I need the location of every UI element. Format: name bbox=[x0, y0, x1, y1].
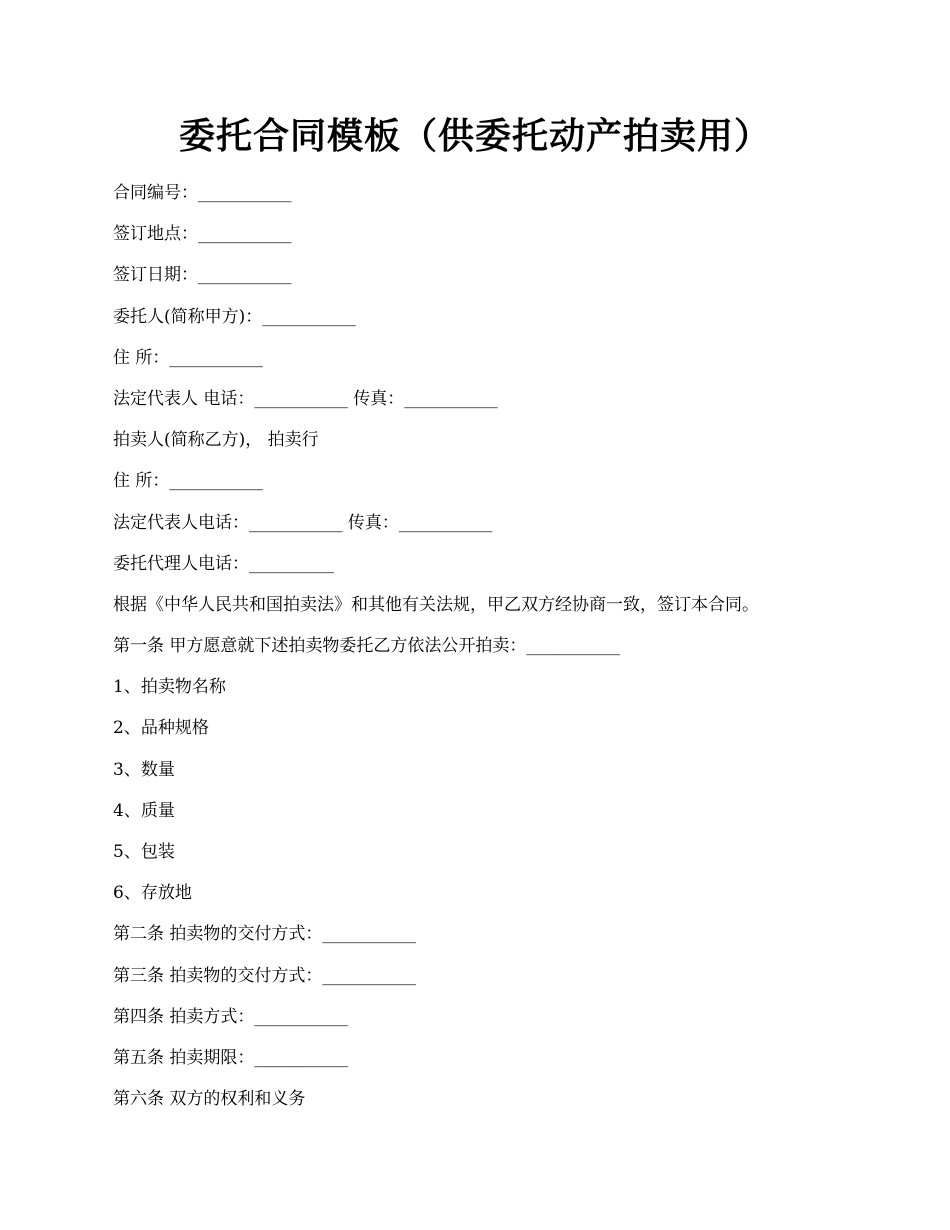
article-3-line: 第三条 拍卖物的交付方式：___________ bbox=[113, 965, 416, 986]
auctioneer-representative-line: 法定代表人电话：___________ 传真：___________ bbox=[113, 512, 493, 533]
signing-place-line: 签订地点：___________ bbox=[113, 224, 292, 245]
item-quality-line: 4、质量 bbox=[113, 800, 175, 821]
item-name-line: 1、拍卖物名称 bbox=[113, 677, 226, 698]
agent-phone-line: 委托代理人电话：__________ bbox=[113, 553, 334, 574]
item-storage-line: 6、存放地 bbox=[113, 883, 192, 904]
contract-number-line: 合同编号：___________ bbox=[113, 183, 292, 203]
document-title: 委托合同模板（供委托动产拍卖用） bbox=[178, 115, 771, 157]
principal-representative-line: 法定代表人 电话：___________ 传真：___________ bbox=[113, 388, 498, 409]
article-5-line: 第五条 拍卖期限：___________ bbox=[113, 1047, 348, 1068]
document-body bbox=[113, 176, 853, 1123]
article-2-line: 第二条 拍卖物的交付方式：___________ bbox=[113, 924, 416, 945]
principal-line: 委托人(简称甲方)：___________ bbox=[113, 306, 356, 327]
item-packaging-line: 5、包装 bbox=[113, 842, 175, 862]
article-1-line: 第一条 甲方愿意就下述拍卖物委托乙方依法公开拍卖：___________ bbox=[113, 636, 620, 657]
item-quantity-line: 3、数量 bbox=[113, 759, 175, 780]
signing-date-line: 签订日期：___________ bbox=[113, 265, 292, 286]
principal-address-line: 住 所：___________ bbox=[113, 347, 263, 368]
article-4-line: 第四条 拍卖方式：___________ bbox=[113, 1006, 348, 1027]
preamble-line: 根据《中华人民共和国拍卖法》和其他有关法规，甲乙双方经协商一致，签订本合同。 bbox=[113, 594, 759, 615]
article-6-line: 第六条 双方的权利和义务 bbox=[113, 1089, 306, 1110]
auctioneer-line: 拍卖人(简称乙方)， 拍卖行 bbox=[113, 430, 319, 451]
auctioneer-address-line: 住 所：___________ bbox=[113, 471, 263, 492]
item-spec-line: 2、品种规格 bbox=[113, 718, 209, 739]
